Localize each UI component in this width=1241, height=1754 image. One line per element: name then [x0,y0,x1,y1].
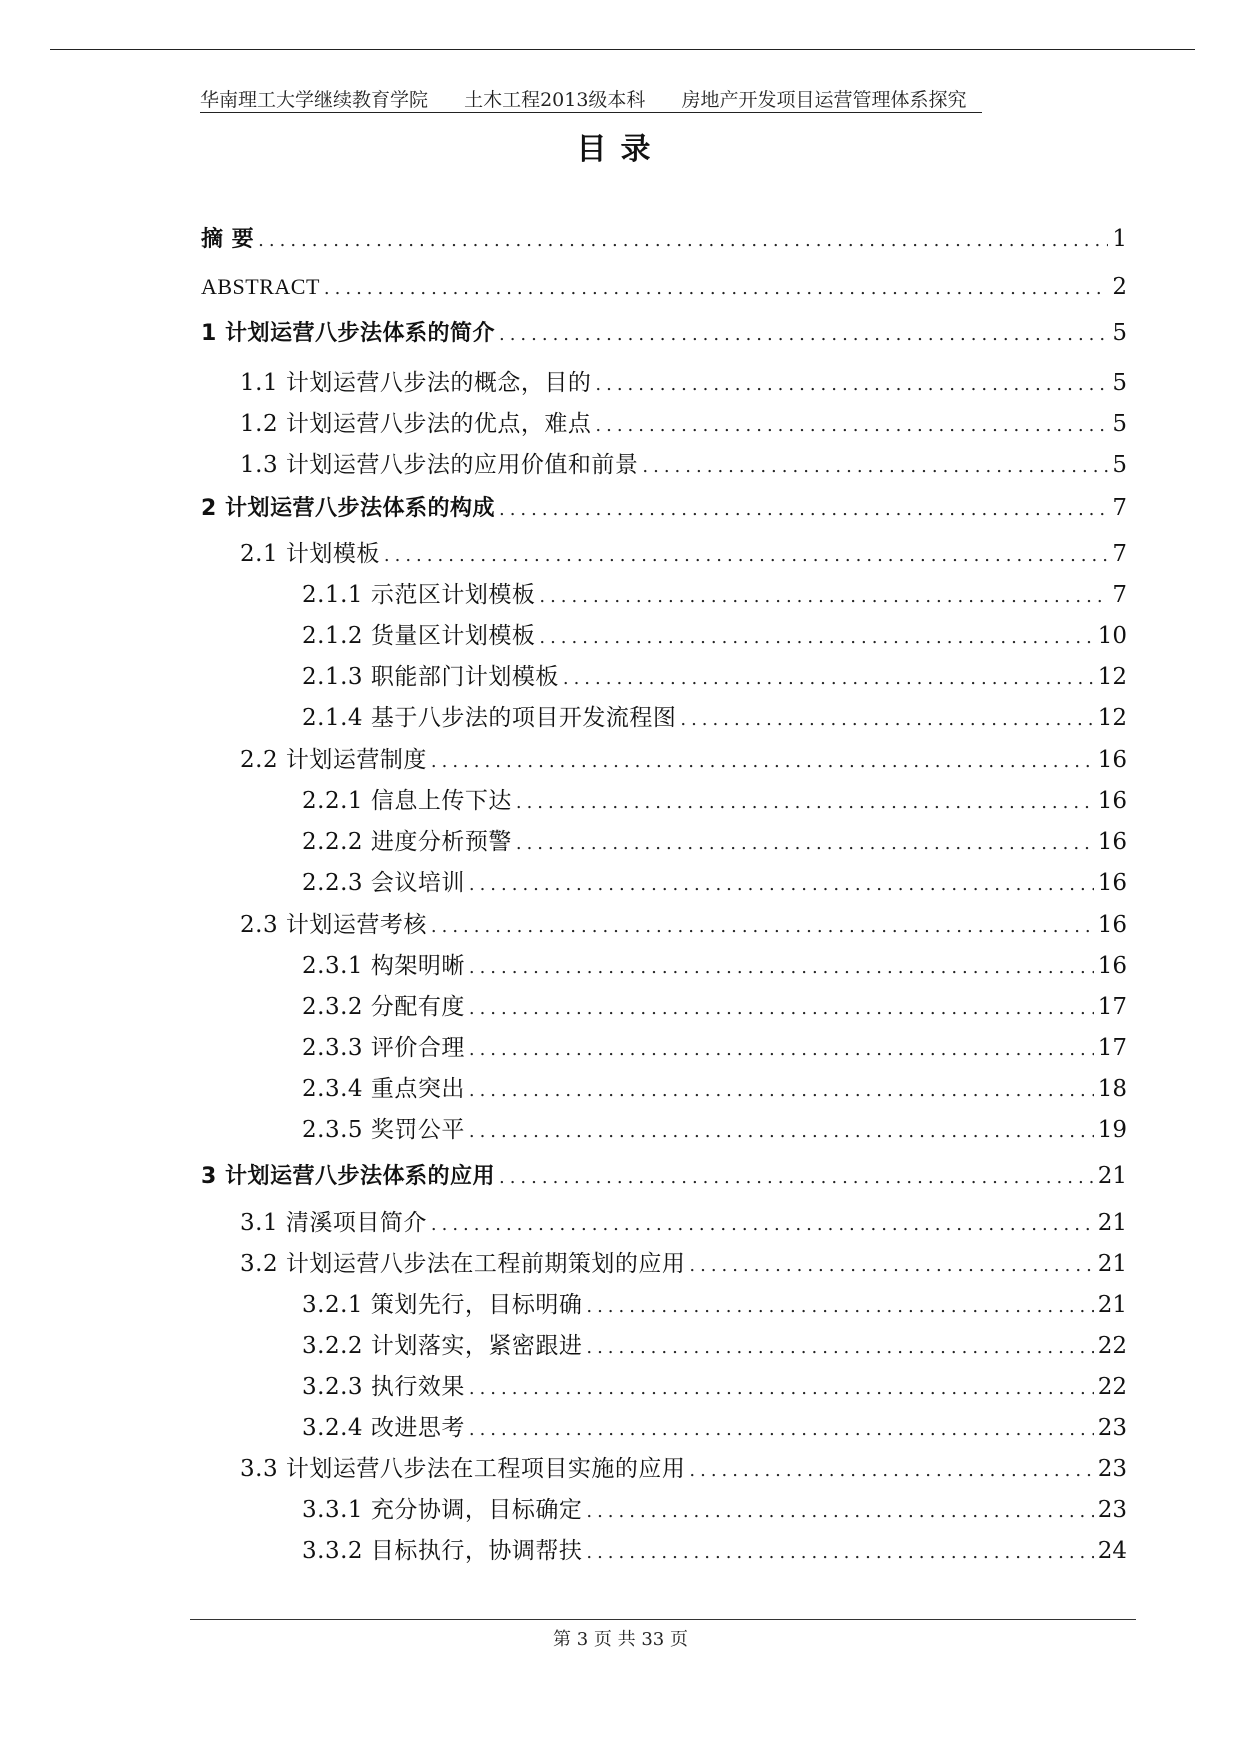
toc-entry-title: 3.2 计划运营八步法在工程前期策划的应用 [240,1251,686,1277]
bottom-rule [190,1619,1136,1620]
toc-entry-page: 23 [1097,1497,1127,1523]
toc-leader-dots [680,703,1093,737]
toc-entry-page: 5 [1112,320,1127,346]
toc-entry-page: 2 [1112,274,1127,300]
toc-entry-page: 5 [1112,370,1127,396]
toc-leader-dots [595,368,1108,402]
toc-entry-title: 2.2 计划运营制度 [240,747,427,773]
toc-entry-title: 2.3 计划运营考核 [240,912,427,938]
toc-entry [240,908,1127,942]
toc-entry-page: 12 [1097,705,1127,731]
toc-entry-page: 22 [1097,1374,1127,1400]
toc-entry-page: 24 [1097,1538,1127,1564]
toc-entry-title: 2.3.3 评价合理 [302,1035,465,1061]
toc-entry-title: 2.1.3 职能部门计划模板 [302,664,559,690]
toc-entry-page: 21 [1097,1210,1127,1236]
toc-entry-title: 3.3 计划运营八步法在工程项目实施的应用 [240,1456,686,1482]
toc-entry-title: 2.1.1 示范区计划模板 [302,582,536,608]
toc-entry-title: 2.1.4 基于八步法的项目开发流程图 [302,705,677,731]
toc-entry [240,407,1127,441]
toc-entry-page: 16 [1097,953,1127,979]
toc-entry-title: 3.3.2 目标执行，协调帮扶 [302,1538,583,1564]
toc-leader-dots [563,662,1094,696]
toc-leader-dots [499,1161,1094,1195]
toc-leader-dots [595,409,1108,443]
toc-entry-title: 2.3.1 构架明晰 [302,953,465,979]
toc-entry-page: 21 [1097,1163,1127,1189]
toc-entry-title: 2.2.3 会议培训 [302,870,465,896]
toc-entry-page: 7 [1112,495,1127,521]
toc-entry [201,222,1127,256]
toc-leader-dots [384,539,1108,573]
toc-entry [201,270,1127,304]
toc-entry-page: 22 [1097,1333,1127,1359]
header-thesis-title: 房地产开发项目运营管理体系探究 [681,89,967,111]
toc-entry-title: 2.2.1 信息上传下达 [302,788,512,814]
toc-entry [302,990,1127,1024]
toc-entry-page: 17 [1097,1035,1127,1061]
toc-entry-title: 3.3.1 充分协调，目标确定 [302,1497,583,1523]
toc-entry-title: 摘 要 [201,227,255,252]
toc-entry-page: 5 [1112,411,1127,437]
toc-entry-title: 1 计划运营八步法体系的简介 [201,321,495,346]
toc-entry-page: 16 [1097,912,1127,938]
toc-leader-dots [469,951,1094,985]
toc-entry-page: 16 [1097,870,1127,896]
toc-entry-page: 12 [1097,664,1127,690]
toc-entry [302,1493,1127,1527]
toc-entry-page: 5 [1112,452,1127,478]
toc-entry-title: 2.3.5 奖罚公平 [302,1117,465,1143]
toc-entry [240,743,1127,777]
toc-leader-dots [431,745,1094,779]
toc-entry-title: 3.2.2 计划落实，紧密跟进 [302,1333,583,1359]
toc-entry-page: 21 [1097,1251,1127,1277]
toc-entry-page: 10 [1097,623,1127,649]
toc-entry [240,366,1127,400]
toc-entry [201,1159,1127,1193]
toc-entry-page: 18 [1097,1076,1127,1102]
toc-entry [302,866,1127,900]
toc-entry [302,1113,1127,1147]
toc-entry [302,1031,1127,1065]
toc-entry [302,578,1127,612]
toc-entry-title: 2 计划运营八步法体系的构成 [201,496,495,521]
toc-entry [240,1206,1127,1240]
toc-entry [302,701,1127,735]
toc-entry [240,1452,1127,1486]
toc-entry-title: 3 计划运营八步法体系的应用 [201,1164,495,1189]
toc-entry [302,1329,1127,1363]
toc-leader-dots [539,621,1093,655]
toc-leader-dots [258,224,1108,258]
toc-entry [302,1411,1127,1445]
toc-entry [302,949,1127,983]
toc-leader-dots [586,1290,1093,1324]
toc-entry [201,491,1127,525]
toc-entry-page: 7 [1112,541,1127,567]
toc-entry-title: 2.1.2 货量区计划模板 [302,623,536,649]
toc-entry-page: 16 [1097,747,1127,773]
toc-leader-dots [499,493,1108,527]
toc-entry-page: 16 [1097,788,1127,814]
toc-entry-title: 1.1 计划运营八步法的概念，目的 [240,370,592,396]
toc-entry-title: 3.2.1 策划先行，目标明确 [302,1292,583,1318]
toc-leader-dots [431,910,1094,944]
toc-entry-page: 1 [1112,226,1127,252]
toc-leader-dots [469,1115,1094,1149]
toc-leader-dots [469,1372,1094,1406]
toc-leader-dots [516,786,1094,820]
toc-entry-title: ABSTRACT [201,274,320,299]
toc-entry-page: 21 [1097,1292,1127,1318]
toc-entry-page: 23 [1097,1415,1127,1441]
toc-leader-dots [586,1495,1093,1529]
toc-entry [201,316,1127,350]
toc-leader-dots [689,1454,1093,1488]
toc-leader-dots [469,992,1094,1026]
page-footer: 第 3 页 共 33 页 [553,1629,688,1650]
toc-leader-dots [469,868,1094,902]
toc-leader-dots [642,450,1108,484]
toc-entry [240,1247,1127,1281]
header-institution: 华南理工大学继续教育学院 [200,89,429,111]
toc-leader-dots [586,1536,1093,1570]
toc-entry-page: 19 [1097,1117,1127,1143]
page-title: 目录 [576,132,665,167]
toc-leader-dots [539,580,1108,614]
toc-entry-title: 2.3.4 重点突出 [302,1076,465,1102]
toc-entry-title: 1.3 计划运营八步法的应用价值和前景 [240,452,639,478]
toc-entry [302,619,1127,653]
toc-entry [240,448,1127,482]
toc-entry-page: 16 [1097,829,1127,855]
toc-entry-title: 3.2.3 执行效果 [302,1374,465,1400]
toc-entry [302,825,1127,859]
toc-leader-dots [469,1033,1094,1067]
toc-leader-dots [431,1208,1094,1242]
toc-entry-title: 2.1 计划模板 [240,541,380,567]
header-program: 土木工程2013级本科 [464,89,646,111]
toc-entry [302,1072,1127,1106]
toc-entry-page: 17 [1097,994,1127,1020]
toc-entry [302,1370,1127,1404]
toc-entry-title: 3.2.4 改进思考 [302,1415,465,1441]
toc-leader-dots [586,1331,1093,1365]
toc-entry [302,1288,1127,1322]
toc-entry-title: 1.2 计划运营八步法的优点，难点 [240,411,592,437]
toc-entry [302,784,1127,818]
toc-leader-dots [469,1413,1094,1447]
toc-leader-dots [324,272,1108,306]
toc-leader-dots [689,1249,1093,1283]
toc-leader-dots [469,1074,1094,1108]
toc-entry-page: 7 [1112,582,1127,608]
toc-entry [240,537,1127,571]
toc-entry [302,1534,1127,1568]
toc-entry-title: 3.1 清溪项目简介 [240,1210,427,1236]
toc-entry [302,660,1127,694]
toc-leader-dots [499,318,1108,352]
toc-entry-page: 23 [1097,1456,1127,1482]
toc-entry-title: 2.2.2 进度分析预警 [302,829,512,855]
toc-entry-title: 2.3.2 分配有度 [302,994,465,1020]
toc-leader-dots [516,827,1094,861]
